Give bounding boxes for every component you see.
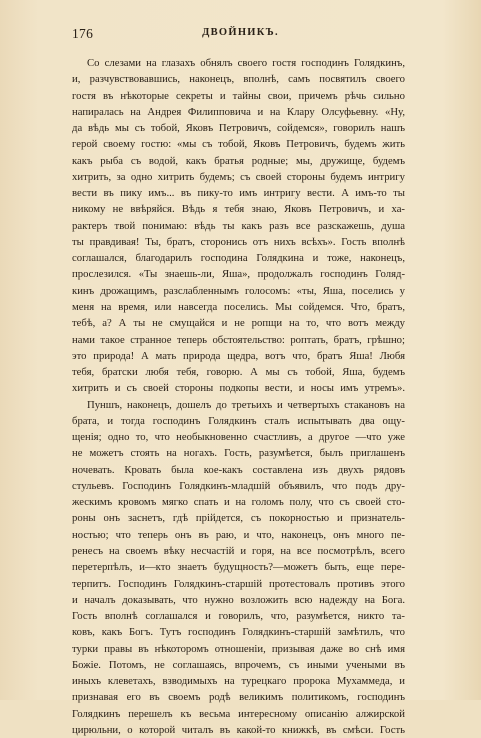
text-line: меня на время, или навсегда поселись. Мы сойдемся. Что, братъ, [72,300,405,313]
text-line: брата, и тогда господинъ Голядкинъ сталъ испытывать два ощу- [72,414,405,427]
text-line: Со слезами на глазахъ обнялъ своего гостя господинъ Голядкинъ, [87,57,405,69]
text-line: стульевъ. Господинъ Голядкинъ-младшій объявилъ, что подъ дру- [72,479,405,492]
text-line: Пуншъ, наконецъ, дошелъ до третьихъ и четвертыхъ стакановъ на [87,398,405,411]
text-line: роны онъ заснетъ, гдѣ прійдется, съ покорностью и признатель- [72,512,405,525]
text-line: какъ рыба съ водой, какъ братья родные; мы, дружище, будемъ [72,154,405,167]
text-line: ночевать. Кровать была кое-какъ составлена изъ двухъ рядовъ [72,463,405,476]
text-line: да вѣдь мы съ тобой, Яковъ Петровичъ, сойдемся», говорилъ нашъ [72,122,405,135]
text-line: тебя, братски любя тебя, говорю. А мы съ тобой, Яша, будемъ [72,366,405,379]
text-line: щенія; одно то, что необыкновенно счастливъ, а другое —что уже [72,431,405,444]
text-line: не можетъ стоять на ногахъ. Гость, разумѣется, былъ приглашенъ [72,447,405,460]
text-line: ностью; что теперь онъ въ раю, и что, наконецъ, онъ много пе- [72,528,405,541]
text-line: гостя въ нѣкоторые секреты и тайны свои, причемъ рѣчь сильно [72,89,405,102]
text-line: перетерпѣлъ, и—кто знаетъ будущность?—можетъ быть, еще пере- [72,561,405,574]
page-header [64,26,417,42]
text-line: и началъ доказывать, что нужно возложить всю надежду на Бога. [72,593,405,606]
body-text [72,55,405,738]
page-number: 176 [72,26,94,41]
text-line: герой своему гостю: «мы съ тобой, Яковъ Петровичъ, будемъ жить [72,138,405,151]
text-line: Голядкинъ перешелъ къ весьма интересному описанію алжирской [72,707,405,720]
text-line: кинъ дрожащимъ, разслабленнымъ голосомъ: «ты, Яша, поселись у [72,284,405,297]
text-line: иныхъ клеветахъ, взводимыхъ на турецкаго пророка Мухаммеда, и [72,675,405,688]
text-line: терпитъ. Господинъ Голядкинъ-старшій протестовалъ противъ этого [72,577,405,590]
text-line: турки правы въ нѣкоторомъ отношеніи, призывая даже во снѣ имя [72,642,405,655]
text-line: хитрить и съ своей стороны подкопы вести, и носы имъ утремъ». [72,382,405,395]
text-line: прослезился. «Ты знаешь-ли, Яша», продолжалъ господинъ Голяд- [72,268,405,281]
text-line: ренесъ на своемъ вѣку несчастій и горя, на все посмотрѣлъ, всего [72,544,405,557]
running-title: ДВОЙНИКЪ. [202,27,279,38]
text-line: цирюльни, о которой читалъ въ какой-то книжкѣ, въ смѣси. Гость [72,723,405,736]
text-line: никому не ввѣряйся. Вѣдь я тебя знаю, Яковъ Петровичъ, и ха- [72,203,405,216]
text-line: жескимъ кровомъ мягко спать и на голомъ полу, что съ своей сто- [72,496,405,509]
text-line: и, разчувствовавшись, наконецъ, вполнѣ, самъ посвятилъ своего [72,73,405,86]
text-line: тебѣ, а? А ты не смущайся и не ропщи на то, что вотъ между [72,317,405,330]
text-line: ковъ, какъ Богъ. Тутъ господинъ Голядкинъ-старшій замѣтилъ, что [72,626,405,639]
text-line: Гость вполнѣ соглашался и говорилъ, что, разумѣется, никто та- [72,610,405,623]
text-line: соглашался, благодарилъ господина Голядкина и тоже, наконецъ, [72,252,405,265]
text-line: напиралась на Андрея Филипповича и на Клару Олсуфьевну. «Ну, [72,105,405,118]
text-line: рактеръ твой понимаю: вѣдь ты какъ разъ все разскажешь, душа [72,219,405,232]
text-line: признавая его въ своемъ родѣ великимъ политикомъ, господинъ [72,691,405,704]
text-line: вести въ пику имъ... въ пику-то имъ интригу вести. А имъ-то ты [72,187,405,200]
text-line: хитрить, за одно хитрить будемъ; съ своей стороны будемъ интригу [72,170,405,183]
text-line: это природа! А мать природа щедра, вотъ что, братъ Яша! Любя [72,349,405,362]
text-line: нами такое странное теперь обстоятельство: роптать, братъ, грѣшно; [72,333,405,346]
text-line: Божіе. Потомъ, не соглашаясь, впрочемъ, съ иными учеными въ [72,658,405,671]
text-line: ты правдивая! Ты, братъ, сторонись отъ нихъ всѣхъ». Гость вполнѣ [72,235,405,248]
